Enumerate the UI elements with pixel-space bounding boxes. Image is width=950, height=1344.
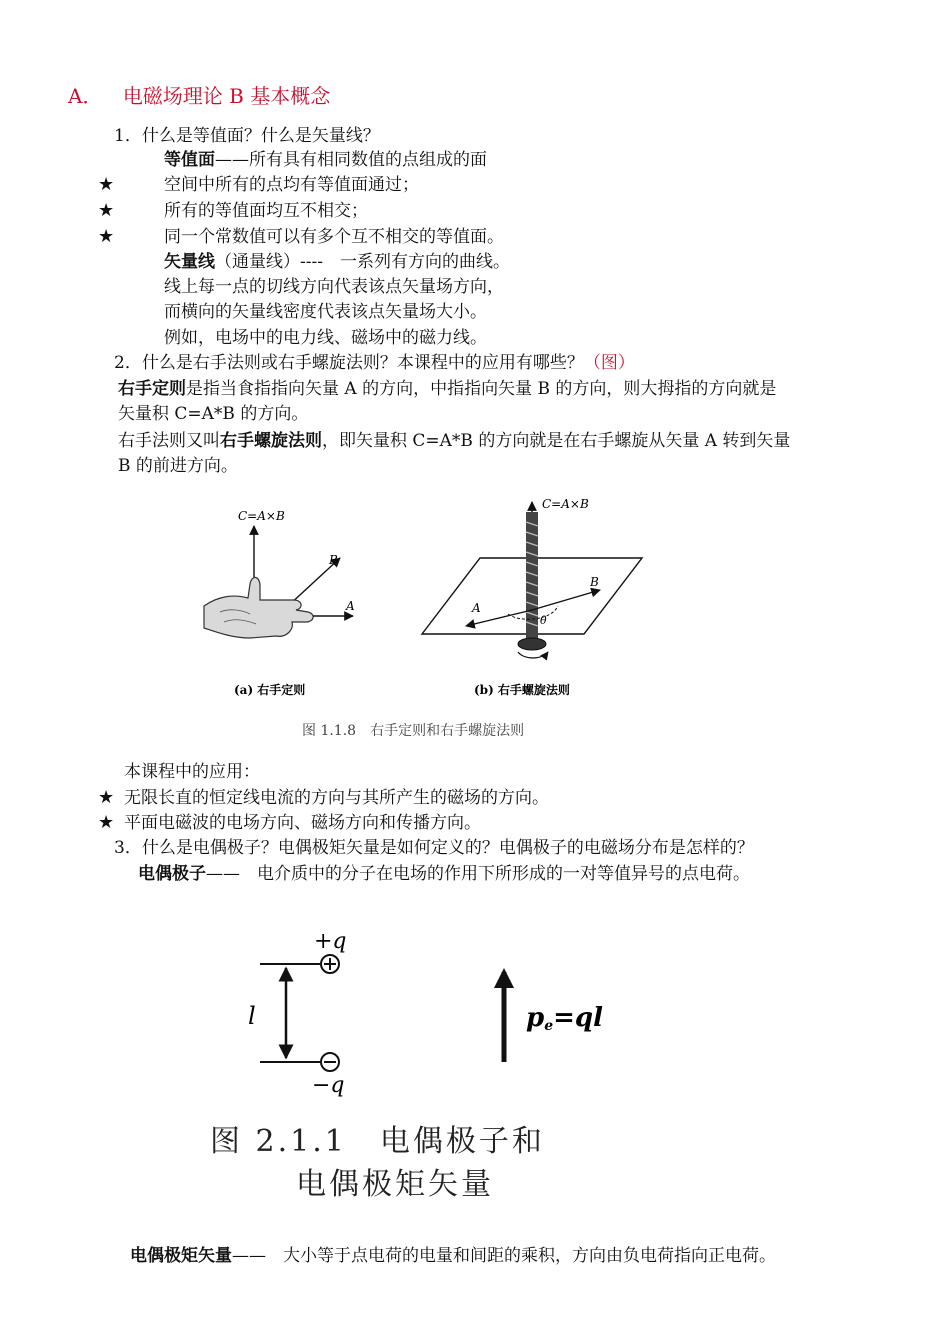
q1-isosurface-def — [164, 148, 487, 172]
moment-label — [526, 1003, 603, 1034]
dipole-def-line — [138, 862, 750, 886]
q1-line-2: 而横向的矢量线密度代表该点矢量场大小。 — [164, 302, 487, 322]
section-title: 电磁场理论 B 基本概念 — [122, 84, 331, 108]
q2-question — [114, 351, 635, 375]
q1-question: 1．什么是等值面？什么是矢量线？ — [114, 126, 380, 146]
moment-definition: —— 大小等于点电荷的电量和间距的乘积，方向由负电荷指向正电荷。 — [232, 1246, 776, 1266]
rule2-pre: 右手法则又叫 — [118, 431, 220, 451]
label-b-left: B — [329, 553, 338, 567]
isosurface-definition: ——所有具有相同数值的点组成的面 — [215, 150, 487, 170]
apps-title: 本课程中的应用： — [124, 762, 260, 782]
star-icon: ★ — [98, 226, 115, 247]
vectorline-term: 矢量线 — [164, 252, 215, 272]
dipole-caption-line1: 图 2.1.1 电偶极子和 — [210, 1124, 545, 1159]
moment-term: 电偶极矩矢量 — [130, 1246, 232, 1266]
label-c-right: C=A×B — [542, 497, 589, 511]
q2-question-text: 2．什么是右手法则或右手螺旋法则？本课程中的应用有哪些？ — [114, 353, 584, 373]
rule1-term: 右手定则 — [118, 379, 186, 399]
right-hand-rule-figure — [190, 488, 670, 748]
vectorline-definition: （通量线）---- 一系列有方向的曲线。 — [215, 252, 510, 272]
moment-symbol: p — [526, 1003, 545, 1033]
q1-point-1: 空间中所有的点均有等值面通过； — [164, 175, 419, 195]
caption-b: (b) 右手螺旋法则 — [474, 683, 570, 697]
label-a-right: A — [472, 601, 481, 615]
length-label: l — [248, 1002, 256, 1030]
caption-a: (a) 右手定则 — [234, 683, 306, 697]
minus-q-label: −q — [312, 1073, 345, 1098]
charge-pair — [248, 929, 347, 1098]
star-icon: ★ — [98, 812, 115, 833]
label-a-left: A — [346, 599, 355, 613]
section-prefix: A． — [68, 84, 103, 108]
star-icon: ★ — [98, 174, 115, 195]
app-2: 平面电磁波的电场方向、磁场方向和传播方向。 — [124, 813, 481, 833]
star-icon: ★ — [98, 200, 115, 221]
rule1-text: 是指当食指指向矢量 A 的方向，中指指向矢量 B 的方向，则大拇指的方向就是 — [186, 379, 777, 399]
moment-def-line — [130, 1244, 776, 1268]
star-icon: ★ — [98, 787, 115, 808]
q1-point-2: 所有的等值面均互不相交； — [164, 201, 368, 221]
label-c-left: C=A×B — [238, 509, 285, 523]
q1-line-3: 例如，电场中的电力线、磁场中的磁力线。 — [164, 328, 487, 348]
q1-vectorline-def — [164, 250, 510, 274]
moment-subscript: e — [544, 1018, 554, 1034]
screw-diagram — [422, 497, 642, 697]
dipole-definition: —— 电介质中的分子在电场的作用下所形成的一对等值异号的点电荷。 — [206, 864, 750, 884]
figure-caption: 图 1.1.8 右手定则和右手螺旋法则 — [302, 723, 525, 739]
rule2-text: ，即矢量积 C=A*B 的方向就是在右手螺旋从矢量 A 转到矢量 — [322, 431, 791, 451]
rule1-line1 — [118, 377, 776, 401]
hand-icon — [204, 577, 313, 638]
dipole-figure — [230, 922, 630, 1102]
rule2-term: 右手螺旋法则 — [220, 431, 322, 451]
moment-vector — [504, 972, 603, 1062]
rule2-line1 — [118, 429, 790, 453]
app-1: 无限长直的恒定线电流的方向与其所产生的磁场的方向。 — [124, 788, 549, 808]
q2-question-tag: （图） — [583, 353, 635, 373]
q3-question: 3．什么是电偶极子？电偶极矩矢量是如何定义的？电偶极子的电磁场分布是怎样的？ — [114, 838, 754, 858]
moment-equation: =ql — [553, 1003, 603, 1033]
dipole-caption-line2: 电偶极矩矢量 — [296, 1167, 494, 1202]
q1-point-3: 同一个常数值可以有多个互不相交的等值面。 — [164, 227, 504, 247]
hand-diagram — [204, 509, 355, 697]
section-heading — [68, 82, 330, 110]
plus-q-label: +q — [314, 929, 347, 954]
dipole-term: 电偶极子 — [138, 864, 206, 884]
label-b-right: B — [590, 575, 599, 589]
label-theta: θ — [540, 614, 547, 627]
rule1-line2: 矢量积 C=A*B 的方向。 — [118, 404, 309, 424]
isosurface-term: 等值面 — [164, 150, 215, 170]
rule2-line2: B 的前进方向。 — [118, 456, 238, 476]
q1-line-1: 线上每一点的切线方向代表该点矢量场方向， — [164, 277, 504, 297]
